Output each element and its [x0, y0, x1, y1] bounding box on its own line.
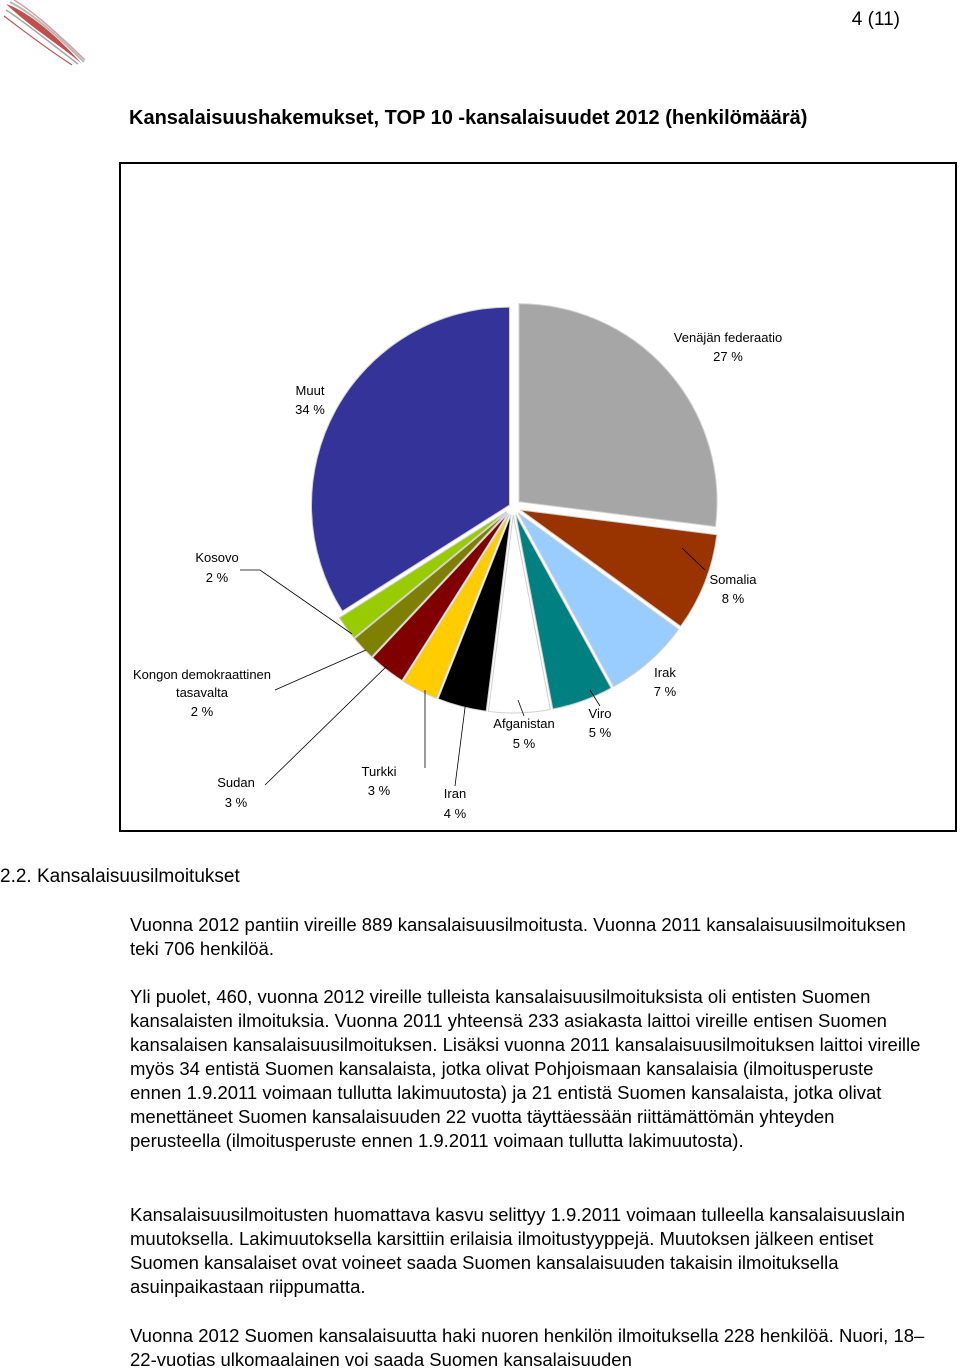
slice-value-label: 8 % [721, 591, 745, 606]
slice-name-label: Iran [443, 786, 467, 801]
slice-value-label: 7 % [653, 684, 677, 699]
slice-value-label: 3 % [367, 783, 391, 798]
paragraph-4: Vuonna 2012 Suomen kansalaisuutta haki nuoren henkilön ilmoituksella 228 henkilöä. Nuori, 18–22-vuotias ulkomaalainen voi saada Suomen kansalaisuuden [130, 1325, 925, 1370]
slice-name-label: Somalia [709, 572, 757, 587]
slice-name-label: tasavalta [175, 685, 229, 700]
paragraph-2: Yli puolet, 460, vuonna 2012 vireille tulleista kansalaisuusilmoituksista oli entisten Suomen kansalaisten ilmoituksia. Vuonna 2011 yhteensä 233 asiakasta laittoi vireille entisen Suomen kansalaisen kansalaisuusilmoituksen. Lisäksi vuonna 2011 kansalaisuusilmoituksen laittoi vireille myös 34 entistä Suomen kansalaista, jotka olivat Pohjoismaan kansalaisia (ilmoitusperuste ennen 1.9.2011 voimaan tullutta lakimuutosta) ja 21 entistä Suomen kansalaista, jotka olivat menettäneet Suomen kansalaisuuden 22 vuotta täyttäessään riittämättömän yhteyden perusteella (ilmoitusperuste ennen 1.9.2011 voimaan tullutta lakimuutosta). [130, 986, 921, 1151]
slice-name-label: Sudan [217, 775, 255, 790]
chart-title: Kansalaisuushakemukset, TOP 10 -kansalaisuudet 2012 (henkilömäärä) [129, 107, 808, 129]
slice-value-label: 5 % [588, 725, 612, 740]
slice-name-label: Irak [654, 665, 676, 680]
slice-value-label: 2 % [190, 704, 214, 719]
slice-name-label: Kongon demokraattinen [132, 667, 272, 682]
slice-value-label: 2 % [205, 570, 229, 585]
page-number: 4 (11) [851, 9, 900, 30]
leader-line [455, 700, 466, 786]
slice-name-label: Viro [588, 706, 612, 721]
slice-value-label: 27 % [713, 349, 743, 364]
slice-value-label: 34 % [295, 402, 325, 417]
slice-value-label: 4 % [443, 806, 467, 821]
slice-value-label: 5 % [512, 736, 536, 751]
slice-name-label: Turkki [361, 764, 397, 779]
slice-name-label: Kosovo [195, 550, 239, 565]
slice-name-label: Venäjän federaatio [673, 330, 783, 345]
paragraph-1: Vuonna 2012 pantiin vireille 889 kansalaisuusilmoitusta. Vuonna 2011 kansalaisuusilmoituksen teki 706 henkilöä. [130, 914, 906, 959]
slice-name-label: Afganistan [493, 716, 555, 731]
leader-line [275, 650, 366, 690]
slice-value-label: 3 % [224, 795, 248, 810]
slice-name-label: Muut [295, 383, 325, 398]
section-heading: 2.2. Kansalaisuusilmoitukset [0, 866, 240, 887]
paragraph-3: Kansalaisuusilmoitusten huomattava kasvu selittyy 1.9.2011 voimaan tulleella kansalaisuuslain muutoksella. Lakimuutoksella karsittiin erilaisia ilmoitustyyppejä. Muutoksen jälkeen entiset Suomen kansalaiset ovat voineet saada Suomen kansalaisuuden takaisin ilmoituksella asuinpaikastaan riippumatta. [130, 1204, 906, 1297]
